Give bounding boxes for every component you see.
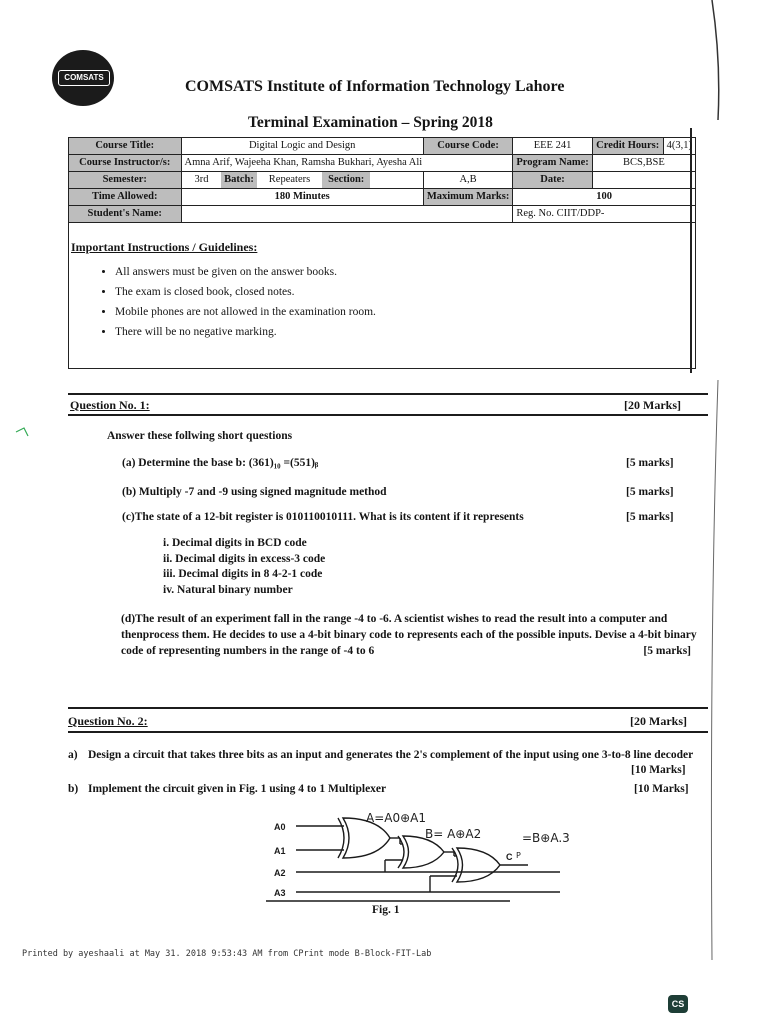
student-name-label: Student's Name:: [69, 206, 182, 223]
q1-heading: Question No. 1:: [70, 398, 150, 412]
credit-hours-value: 4(3,1): [663, 138, 695, 155]
course-title-value: Digital Logic and Design: [181, 138, 423, 155]
semester-label: Semester:: [69, 172, 182, 189]
q2-part-b-text: Implement the circuit given in Fig. 1 using 4 to 1 Multiplexer: [88, 783, 387, 795]
handwritten-note: P: [516, 851, 521, 860]
divider: [68, 731, 708, 733]
info-row: [69, 172, 696, 189]
margin-mark: [10, 410, 40, 450]
q2-part-b-label: b): [68, 783, 79, 795]
section-value: A,B: [423, 172, 513, 189]
reg-value: CIIT/DDP-: [556, 208, 605, 219]
print-footer: Printed by ayeshaali at May 31. 2018 9:53:43 AM from CPrint mode B-Block-FIT-Lab: [22, 949, 432, 959]
semester-value: 3rd: [194, 174, 209, 185]
handwritten-note: A=A0⊕A1: [366, 811, 427, 825]
q1-part-a: (a) Determine the base b: (361)₁₀ =(551)ᵦ: [122, 457, 319, 469]
subitem: iii. Decimal digits in 8 4-2-1 code: [163, 568, 323, 580]
instructors-label: Course Instructor/s:: [69, 155, 182, 172]
info-row: [69, 189, 696, 206]
max-marks-value: 100: [513, 189, 696, 206]
xor-gate-back: [338, 818, 344, 858]
xor-gate-3: [457, 848, 500, 882]
scan-edge-mark: [690, 0, 750, 1024]
q1-part-c-subitems: [163, 536, 325, 598]
divider: [68, 414, 708, 416]
subitem: i. Decimal digits in BCD code: [163, 537, 307, 549]
q1-part-d-marks: [5 marks]: [643, 645, 691, 657]
q1-part-d: [121, 611, 711, 659]
date-label: Date:: [513, 172, 592, 189]
instruction-item: • All answers must be given on the answer books.: [115, 262, 376, 282]
q1-part-b: (b) Multiply -7 and -9 using signed magnitude method: [122, 486, 387, 498]
subitem: iv. Natural binary number: [163, 583, 293, 596]
program-value: BCS,BSE: [592, 155, 695, 172]
section-label: Section:: [322, 172, 370, 188]
q2-part-b: [68, 783, 386, 795]
q2-part-b-marks: [10 Marks]: [634, 783, 689, 795]
program-label: Program Name:: [513, 155, 592, 172]
q1-intro: Answer these follwing short questions: [107, 430, 293, 442]
logo-text: COMSATS: [58, 70, 110, 86]
input-label: A2: [274, 868, 286, 878]
q2-heading: Question No. 2:: [68, 714, 148, 728]
handwritten-note: B= A⊕A2: [425, 827, 482, 841]
q1-part-c-marks: [5 marks]: [626, 511, 674, 523]
date-value: [592, 172, 695, 189]
max-marks-label: Maximum Marks:: [423, 189, 513, 206]
q1-part-a-marks: [5 marks]: [626, 457, 674, 469]
instructions-box: [68, 222, 696, 369]
input-label: A1: [274, 846, 286, 856]
q2-marks: [20 Marks]: [630, 714, 687, 728]
batch-label: Batch:: [221, 172, 257, 188]
time-allowed-label: Time Allowed:: [69, 189, 182, 206]
time-allowed-value: 180 Minutes: [181, 189, 423, 206]
course-code-value: EEE 241: [513, 138, 592, 155]
reg-cell: [513, 206, 696, 223]
figure-caption: Fig. 1: [372, 904, 400, 916]
camscanner-badge: CS: [668, 995, 688, 1013]
student-name-value: [181, 206, 513, 223]
circuit-diagram: [260, 800, 590, 925]
q1-part-d-text: (d)The result of an experiment fall in the range -4 to -6. A scientist wishes to read the result into a computer and thenprocess them. He decides to use a 4-bit binary code to represents each of the possible inputs. Devise a 4-bit binary code of representing numbers in the range of -4 to 6: [121, 613, 697, 657]
instruction-item: • Mobile phones are not allowed in the examination room.: [115, 302, 376, 322]
credit-hours-label: Credit Hours:: [592, 138, 663, 155]
divider: [68, 393, 708, 395]
input-label: A0: [274, 822, 286, 832]
q2-part-a-label: a): [68, 749, 78, 761]
q2-part-a: [68, 747, 708, 764]
reg-label: Reg. No.: [516, 208, 554, 219]
instruction-item: • There will be no negative marking.: [115, 322, 376, 342]
instruction-item: • The exam is closed book, closed notes.: [115, 282, 376, 302]
q2-part-a-text: Design a circuit that takes three bits as an input and generates the 2's complement of the input using one 3-to-8 line decoder: [88, 749, 694, 761]
batch-value: Repeaters: [268, 174, 311, 185]
instructors-value: Amna Arif, Wajeeha Khan, Ramsha Bukhari, Ayesha Ali: [181, 155, 513, 172]
input-label: A3: [274, 888, 286, 898]
course-info-table: [68, 137, 696, 223]
instructions-list: [93, 262, 376, 342]
course-code-label: Course Code:: [423, 138, 513, 155]
semester-batch-section-cell: [181, 172, 423, 189]
info-row: [69, 206, 696, 223]
q1-part-b-marks: [5 marks]: [626, 486, 674, 498]
instructions-title: Important Instructions / Guidelines:: [71, 240, 258, 254]
info-row: [69, 155, 696, 172]
comsats-logo: [52, 50, 114, 106]
output-label: C: [506, 852, 513, 862]
institute-name: COMSATS Institute of Information Technology Lahore: [185, 78, 565, 95]
info-row: [69, 138, 696, 155]
handwritten-note: =B⊕A.3: [522, 831, 570, 845]
course-title-label: Course Title:: [69, 138, 182, 155]
q2-part-a-marks: [10 Marks]: [631, 764, 686, 776]
exam-title: Terminal Examination – Spring 2018: [248, 114, 493, 131]
q1-part-c: (c)The state of a 12-bit register is 010110010111. What is its content if it represents: [122, 511, 524, 523]
divider: [68, 707, 708, 709]
subitem: ii. Decimal digits in excess-3 code: [163, 552, 326, 565]
q1-marks: [20 Marks]: [624, 398, 681, 412]
